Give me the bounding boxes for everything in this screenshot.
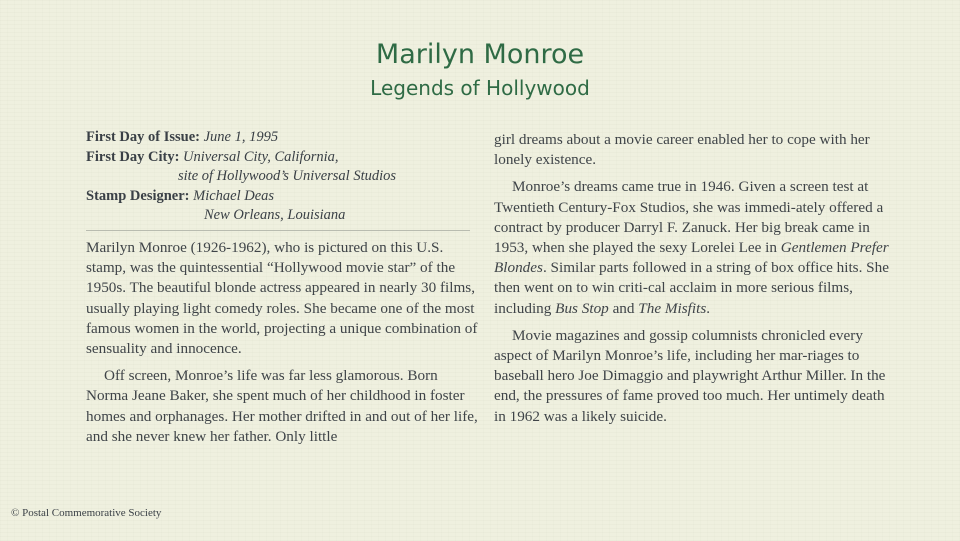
film-title-misfits: The Misfits (638, 299, 707, 317)
career-text-c: and (608, 299, 639, 317)
paragraph-off-screen-continued: girl dreams about a movie career enabled her to cope with her lonely existence. (494, 131, 870, 169)
career-text-a: Monroe’s dreams came true in 1946. Given a screen test at Twentieth Century-Fox Studios, she was immedi-ately offered a contract by producer Darryl F. Zanuck. Her big break came in 1953, when she played the sexy Lorelei Lee in (494, 178, 884, 257)
designer-label: Stamp Designer: (86, 187, 190, 204)
issue-city-note: site of Hollywood’s Universal Studios (178, 168, 397, 184)
paragraph-career (494, 177, 894, 318)
issue-date-line (86, 128, 476, 148)
issue-details (86, 128, 476, 226)
issue-date-value: June 1, 1995 (203, 129, 279, 145)
issue-city-line (86, 148, 476, 168)
film-title-gentlemen: Gentlemen Prefer Blondes (494, 239, 889, 277)
left-column (86, 238, 478, 447)
film-title-bus-stop: Bus Stop (555, 299, 609, 317)
divider (86, 230, 470, 231)
designer-line (86, 187, 476, 207)
designer-value: Michael Deas (193, 187, 275, 204)
paragraph-later-life: Movie magazines and gossip columnists chronicled every aspect of Marilyn Monroe’s life, including her mar-riages to baseball hero Joe Dimaggio and playwright Arthur Miller. In the end, the pressures of fame proved too much. Her untimely death in 1962 was a likely suicide. (494, 326, 886, 425)
issue-date-label: First Day of Issue: (86, 129, 200, 145)
page-title: Marilyn Monroe (375, 39, 585, 70)
designer-location: New Orleans, Louisiana (204, 207, 346, 223)
copyright-notice: © Postal Commemorative Society (11, 507, 162, 519)
career-text-b: . Similar parts followed in a string of box office hits. She then went on to win criti-cal acclaim in more serious films, including (494, 259, 889, 317)
career-text-d: . (706, 299, 711, 317)
issue-city-value: Universal City, California, (183, 148, 339, 165)
right-column (494, 130, 894, 427)
page-subtitle: Legends of Hollywood (370, 76, 590, 100)
paragraph-off-screen: Off screen, Monroe’s life was far less glamorous. Born Norma Jeane Baker, she spent much of her childhood in foster homes and orphanages. Her mother drifted in and out of her life, and she never knew her father. Only little (86, 367, 478, 445)
issue-city-label: First Day City: (86, 148, 180, 165)
paragraph-intro: Marilyn Monroe (1926-1962), who is pictured on this U.S. stamp, was the quintessential “Hollywood movie star” of the 1950s. The beautiful blonde actress appeared in nearly 30 films, usually playing light comedy roles. She became one of the most famous women in the world, projecting a unique combination of sensuality and innocence. (86, 239, 478, 358)
